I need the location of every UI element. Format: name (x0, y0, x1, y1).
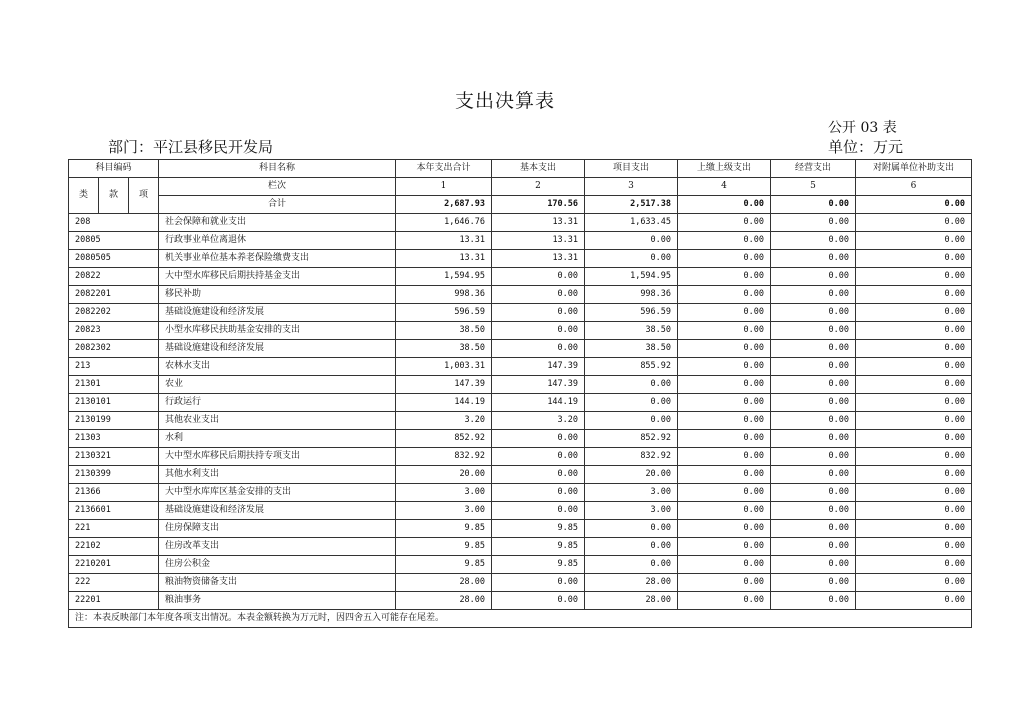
amount-cell: 0.00 (856, 520, 972, 538)
amount-cell: 0.00 (492, 484, 585, 502)
table-row (69, 520, 972, 538)
amount-cell: 0.00 (678, 304, 771, 322)
amount-cell: 0.00 (771, 394, 856, 412)
amount-cell: 0.00 (678, 592, 771, 610)
total-value: 0.00 (678, 196, 771, 214)
table-row (69, 214, 972, 232)
amount-cell: 0.00 (492, 448, 585, 466)
amount-cell: 1,646.76 (396, 214, 492, 232)
amount-cell: 0.00 (771, 358, 856, 376)
total-value: 0.00 (856, 196, 972, 214)
amount-cell: 9.85 (396, 538, 492, 556)
column-header: 对附属单位补助支出 (856, 160, 972, 178)
subject-code-cell: 2082202 (69, 304, 159, 322)
amount-cell: 0.00 (492, 430, 585, 448)
amount-cell: 0.00 (771, 538, 856, 556)
column-number: 2 (492, 178, 585, 196)
amount-cell: 28.00 (585, 574, 678, 592)
amount-cell: 13.31 (492, 250, 585, 268)
table-row (69, 376, 972, 394)
subject-code-cell: 20822 (69, 268, 159, 286)
amount-cell: 147.39 (492, 358, 585, 376)
amount-cell: 28.00 (585, 592, 678, 610)
amount-cell: 0.00 (771, 448, 856, 466)
amount-cell: 9.85 (396, 520, 492, 538)
lei-header: 类 (69, 178, 99, 214)
table-row (69, 466, 972, 484)
amount-cell: 144.19 (492, 394, 585, 412)
amount-cell: 0.00 (856, 466, 972, 484)
amount-cell: 0.00 (771, 304, 856, 322)
amount-cell: 3.00 (585, 502, 678, 520)
subject-name-cell: 住房公积金 (159, 556, 396, 574)
amount-cell: 0.00 (492, 592, 585, 610)
amount-cell: 0.00 (856, 304, 972, 322)
subject-code-cell: 221 (69, 520, 159, 538)
amount-cell: 0.00 (856, 232, 972, 250)
amount-cell: 0.00 (856, 322, 972, 340)
kuan-header: 款 (99, 178, 129, 214)
department-label: 部门：平江县移民开发局 (108, 138, 274, 156)
subject-code-cell: 2080505 (69, 250, 159, 268)
total-row (69, 196, 972, 214)
subject-code-header: 科目编码 (69, 160, 159, 178)
amount-cell: 0.00 (678, 484, 771, 502)
total-label: 合计 (159, 196, 396, 214)
subject-code-cell: 21303 (69, 430, 159, 448)
amount-cell: 0.00 (771, 430, 856, 448)
table-row (69, 250, 972, 268)
amount-cell: 13.31 (492, 214, 585, 232)
amount-cell: 0.00 (856, 376, 972, 394)
amount-cell: 0.00 (856, 394, 972, 412)
subject-name-cell: 基础设施建设和经济发展 (159, 304, 396, 322)
amount-cell: 0.00 (678, 466, 771, 484)
amount-cell: 0.00 (492, 286, 585, 304)
amount-cell: 0.00 (771, 214, 856, 232)
amount-cell: 0.00 (678, 214, 771, 232)
subject-code-cell: 222 (69, 574, 159, 592)
amount-cell: 0.00 (678, 556, 771, 574)
table-number-label: 公开 03 表 (828, 120, 897, 136)
amount-cell: 0.00 (492, 502, 585, 520)
amount-cell: 0.00 (771, 376, 856, 394)
table-row (69, 556, 972, 574)
total-value: 170.56 (492, 196, 585, 214)
subject-name-cell: 农林水支出 (159, 358, 396, 376)
subject-name-cell: 大中型水库移民后期扶持专项支出 (159, 448, 396, 466)
amount-cell: 1,003.31 (396, 358, 492, 376)
note-row (69, 610, 972, 628)
amount-cell: 38.50 (396, 340, 492, 358)
header-row (69, 160, 972, 178)
amount-cell: 832.92 (585, 448, 678, 466)
amount-cell: 0.00 (856, 502, 972, 520)
amount-cell: 0.00 (492, 304, 585, 322)
table-row (69, 538, 972, 556)
subject-name-cell: 基础设施建设和经济发展 (159, 340, 396, 358)
amount-cell: 0.00 (771, 322, 856, 340)
amount-cell: 1,633.45 (585, 214, 678, 232)
amount-cell: 0.00 (585, 556, 678, 574)
amount-cell: 0.00 (492, 466, 585, 484)
subject-name-cell: 基础设施建设和经济发展 (159, 502, 396, 520)
amount-cell: 0.00 (856, 250, 972, 268)
amount-cell: 0.00 (678, 520, 771, 538)
subject-name-cell: 大中型水库库区基金安排的支出 (159, 484, 396, 502)
subject-code-cell: 2082302 (69, 340, 159, 358)
amount-cell: 0.00 (771, 592, 856, 610)
column-number: 3 (585, 178, 678, 196)
subject-name-cell: 住房改革支出 (159, 538, 396, 556)
column-header: 本年支出合计 (396, 160, 492, 178)
total-value: 2,687.93 (396, 196, 492, 214)
amount-cell: 0.00 (678, 286, 771, 304)
subject-name-cell: 机关事业单位基本养老保险缴费支出 (159, 250, 396, 268)
amount-cell: 28.00 (396, 592, 492, 610)
amount-cell: 855.92 (585, 358, 678, 376)
amount-cell: 3.00 (585, 484, 678, 502)
amount-cell: 998.36 (396, 286, 492, 304)
subject-name-cell: 行政事业单位离退休 (159, 232, 396, 250)
subject-code-cell: 2130101 (69, 394, 159, 412)
amount-cell: 852.92 (585, 430, 678, 448)
amount-cell: 0.00 (678, 322, 771, 340)
amount-cell: 0.00 (771, 574, 856, 592)
subject-code-cell: 2130199 (69, 412, 159, 430)
subject-name-cell: 水利 (159, 430, 396, 448)
subject-code-cell: 21366 (69, 484, 159, 502)
amount-cell: 0.00 (856, 412, 972, 430)
amount-cell: 0.00 (585, 232, 678, 250)
amount-cell: 0.00 (678, 538, 771, 556)
table-row (69, 574, 972, 592)
amount-cell: 0.00 (771, 340, 856, 358)
amount-cell: 0.00 (771, 232, 856, 250)
amount-cell: 596.59 (585, 304, 678, 322)
amount-cell: 0.00 (678, 412, 771, 430)
amount-cell: 38.50 (585, 340, 678, 358)
amount-cell: 0.00 (856, 556, 972, 574)
amount-cell: 0.00 (856, 538, 972, 556)
amount-cell: 3.00 (396, 502, 492, 520)
amount-cell: 9.85 (492, 556, 585, 574)
amount-cell: 0.00 (678, 574, 771, 592)
amount-cell: 0.00 (492, 340, 585, 358)
total-value: 0.00 (771, 196, 856, 214)
amount-cell: 9.85 (492, 520, 585, 538)
amount-cell: 0.00 (678, 232, 771, 250)
table-row (69, 502, 972, 520)
subject-name-cell: 大中型水库移民后期扶持基金支出 (159, 268, 396, 286)
table-row (69, 484, 972, 502)
amount-cell: 28.00 (396, 574, 492, 592)
amount-cell: 1,594.95 (396, 268, 492, 286)
amount-cell: 0.00 (678, 430, 771, 448)
amount-cell: 0.00 (585, 412, 678, 430)
amount-cell: 0.00 (856, 340, 972, 358)
subject-name-cell: 住房保障支出 (159, 520, 396, 538)
amount-cell: 9.85 (492, 538, 585, 556)
subject-name-cell: 其他农业支出 (159, 412, 396, 430)
amount-cell: 38.50 (585, 322, 678, 340)
subject-code-cell: 2130321 (69, 448, 159, 466)
amount-cell: 20.00 (396, 466, 492, 484)
subject-code-cell: 208 (69, 214, 159, 232)
subject-code-cell: 21301 (69, 376, 159, 394)
amount-cell: 0.00 (771, 250, 856, 268)
total-value: 2,517.38 (585, 196, 678, 214)
subject-name-cell: 粮油物资储备支出 (159, 574, 396, 592)
subject-code-cell: 20805 (69, 232, 159, 250)
amount-cell: 0.00 (771, 412, 856, 430)
table-note: 注：本表反映部门本年度各项支出情况。本表金额转换为万元时，因四舍五入可能存在尾差。 (69, 610, 972, 628)
amount-cell: 3.20 (492, 412, 585, 430)
table-row (69, 358, 972, 376)
table-row (69, 340, 972, 358)
amount-cell: 0.00 (492, 574, 585, 592)
subject-name-cell: 其他水利支出 (159, 466, 396, 484)
table-row (69, 412, 972, 430)
subject-code-cell: 2130399 (69, 466, 159, 484)
table-row (69, 430, 972, 448)
amount-cell: 0.00 (856, 430, 972, 448)
amount-cell: 0.00 (678, 250, 771, 268)
table-row (69, 448, 972, 466)
amount-cell: 13.31 (492, 232, 585, 250)
column-header: 项目支出 (585, 160, 678, 178)
table-row (69, 322, 972, 340)
amount-cell: 0.00 (492, 322, 585, 340)
subject-name-cell: 农业 (159, 376, 396, 394)
amount-cell: 0.00 (678, 268, 771, 286)
table-row (69, 286, 972, 304)
column-header: 基本支出 (492, 160, 585, 178)
amount-cell: 1,594.95 (585, 268, 678, 286)
amount-cell: 998.36 (585, 286, 678, 304)
amount-cell: 0.00 (678, 358, 771, 376)
amount-cell: 0.00 (856, 358, 972, 376)
subject-code-cell: 2136601 (69, 502, 159, 520)
amount-cell: 0.00 (856, 286, 972, 304)
table-row (69, 268, 972, 286)
amount-cell: 0.00 (678, 394, 771, 412)
amount-cell: 144.19 (396, 394, 492, 412)
lanci-label: 栏次 (159, 178, 396, 196)
amount-cell: 3.20 (396, 412, 492, 430)
amount-cell: 0.00 (771, 466, 856, 484)
amount-cell: 0.00 (771, 502, 856, 520)
table-row (69, 232, 972, 250)
table-row (69, 394, 972, 412)
amount-cell: 0.00 (678, 376, 771, 394)
amount-cell: 832.92 (396, 448, 492, 466)
subject-code-cell: 22201 (69, 592, 159, 610)
subject-code-cell: 2210201 (69, 556, 159, 574)
amount-cell: 9.85 (396, 556, 492, 574)
amount-cell: 0.00 (585, 538, 678, 556)
column-number: 5 (771, 178, 856, 196)
amount-cell: 852.92 (396, 430, 492, 448)
amount-cell: 147.39 (492, 376, 585, 394)
amount-cell: 0.00 (492, 268, 585, 286)
subject-name-header: 科目名称 (159, 160, 396, 178)
column-header: 经营支出 (771, 160, 856, 178)
subject-name-cell: 行政运行 (159, 394, 396, 412)
amount-cell: 38.50 (396, 322, 492, 340)
table-row (69, 304, 972, 322)
table-row (69, 592, 972, 610)
amount-cell: 0.00 (678, 502, 771, 520)
amount-cell: 13.31 (396, 250, 492, 268)
subject-code-cell: 22102 (69, 538, 159, 556)
amount-cell: 0.00 (856, 448, 972, 466)
amount-cell: 596.59 (396, 304, 492, 322)
amount-cell: 0.00 (771, 268, 856, 286)
amount-cell: 0.00 (585, 394, 678, 412)
amount-cell: 0.00 (585, 520, 678, 538)
column-number: 1 (396, 178, 492, 196)
column-number: 6 (856, 178, 972, 196)
amount-cell: 3.00 (396, 484, 492, 502)
amount-cell: 0.00 (678, 340, 771, 358)
amount-cell: 0.00 (585, 250, 678, 268)
page-title: 支出决算表 (454, 90, 555, 112)
amount-cell: 0.00 (678, 448, 771, 466)
amount-cell: 0.00 (771, 520, 856, 538)
subject-name-cell: 社会保障和就业支出 (159, 214, 396, 232)
lanci-row (69, 178, 972, 196)
subject-code-cell: 20823 (69, 322, 159, 340)
subject-name-cell: 小型水库移民扶助基金安排的支出 (159, 322, 396, 340)
amount-cell: 0.00 (856, 484, 972, 502)
amount-cell: 20.00 (585, 466, 678, 484)
column-number: 4 (678, 178, 771, 196)
subject-code-cell: 2082201 (69, 286, 159, 304)
expenditure-table (68, 159, 972, 628)
xiang-header: 项 (129, 178, 159, 214)
amount-cell: 0.00 (856, 574, 972, 592)
amount-cell: 0.00 (771, 286, 856, 304)
subject-name-cell: 移民补助 (159, 286, 396, 304)
amount-cell: 0.00 (585, 376, 678, 394)
amount-cell: 0.00 (856, 268, 972, 286)
subject-name-cell: 粮油事务 (159, 592, 396, 610)
unit-label: 单位：万元 (828, 138, 904, 156)
amount-cell: 0.00 (771, 484, 856, 502)
amount-cell: 0.00 (856, 592, 972, 610)
subject-code-cell: 213 (69, 358, 159, 376)
amount-cell: 0.00 (856, 214, 972, 232)
amount-cell: 0.00 (771, 556, 856, 574)
amount-cell: 13.31 (396, 232, 492, 250)
column-header: 上缴上级支出 (678, 160, 771, 178)
amount-cell: 147.39 (396, 376, 492, 394)
